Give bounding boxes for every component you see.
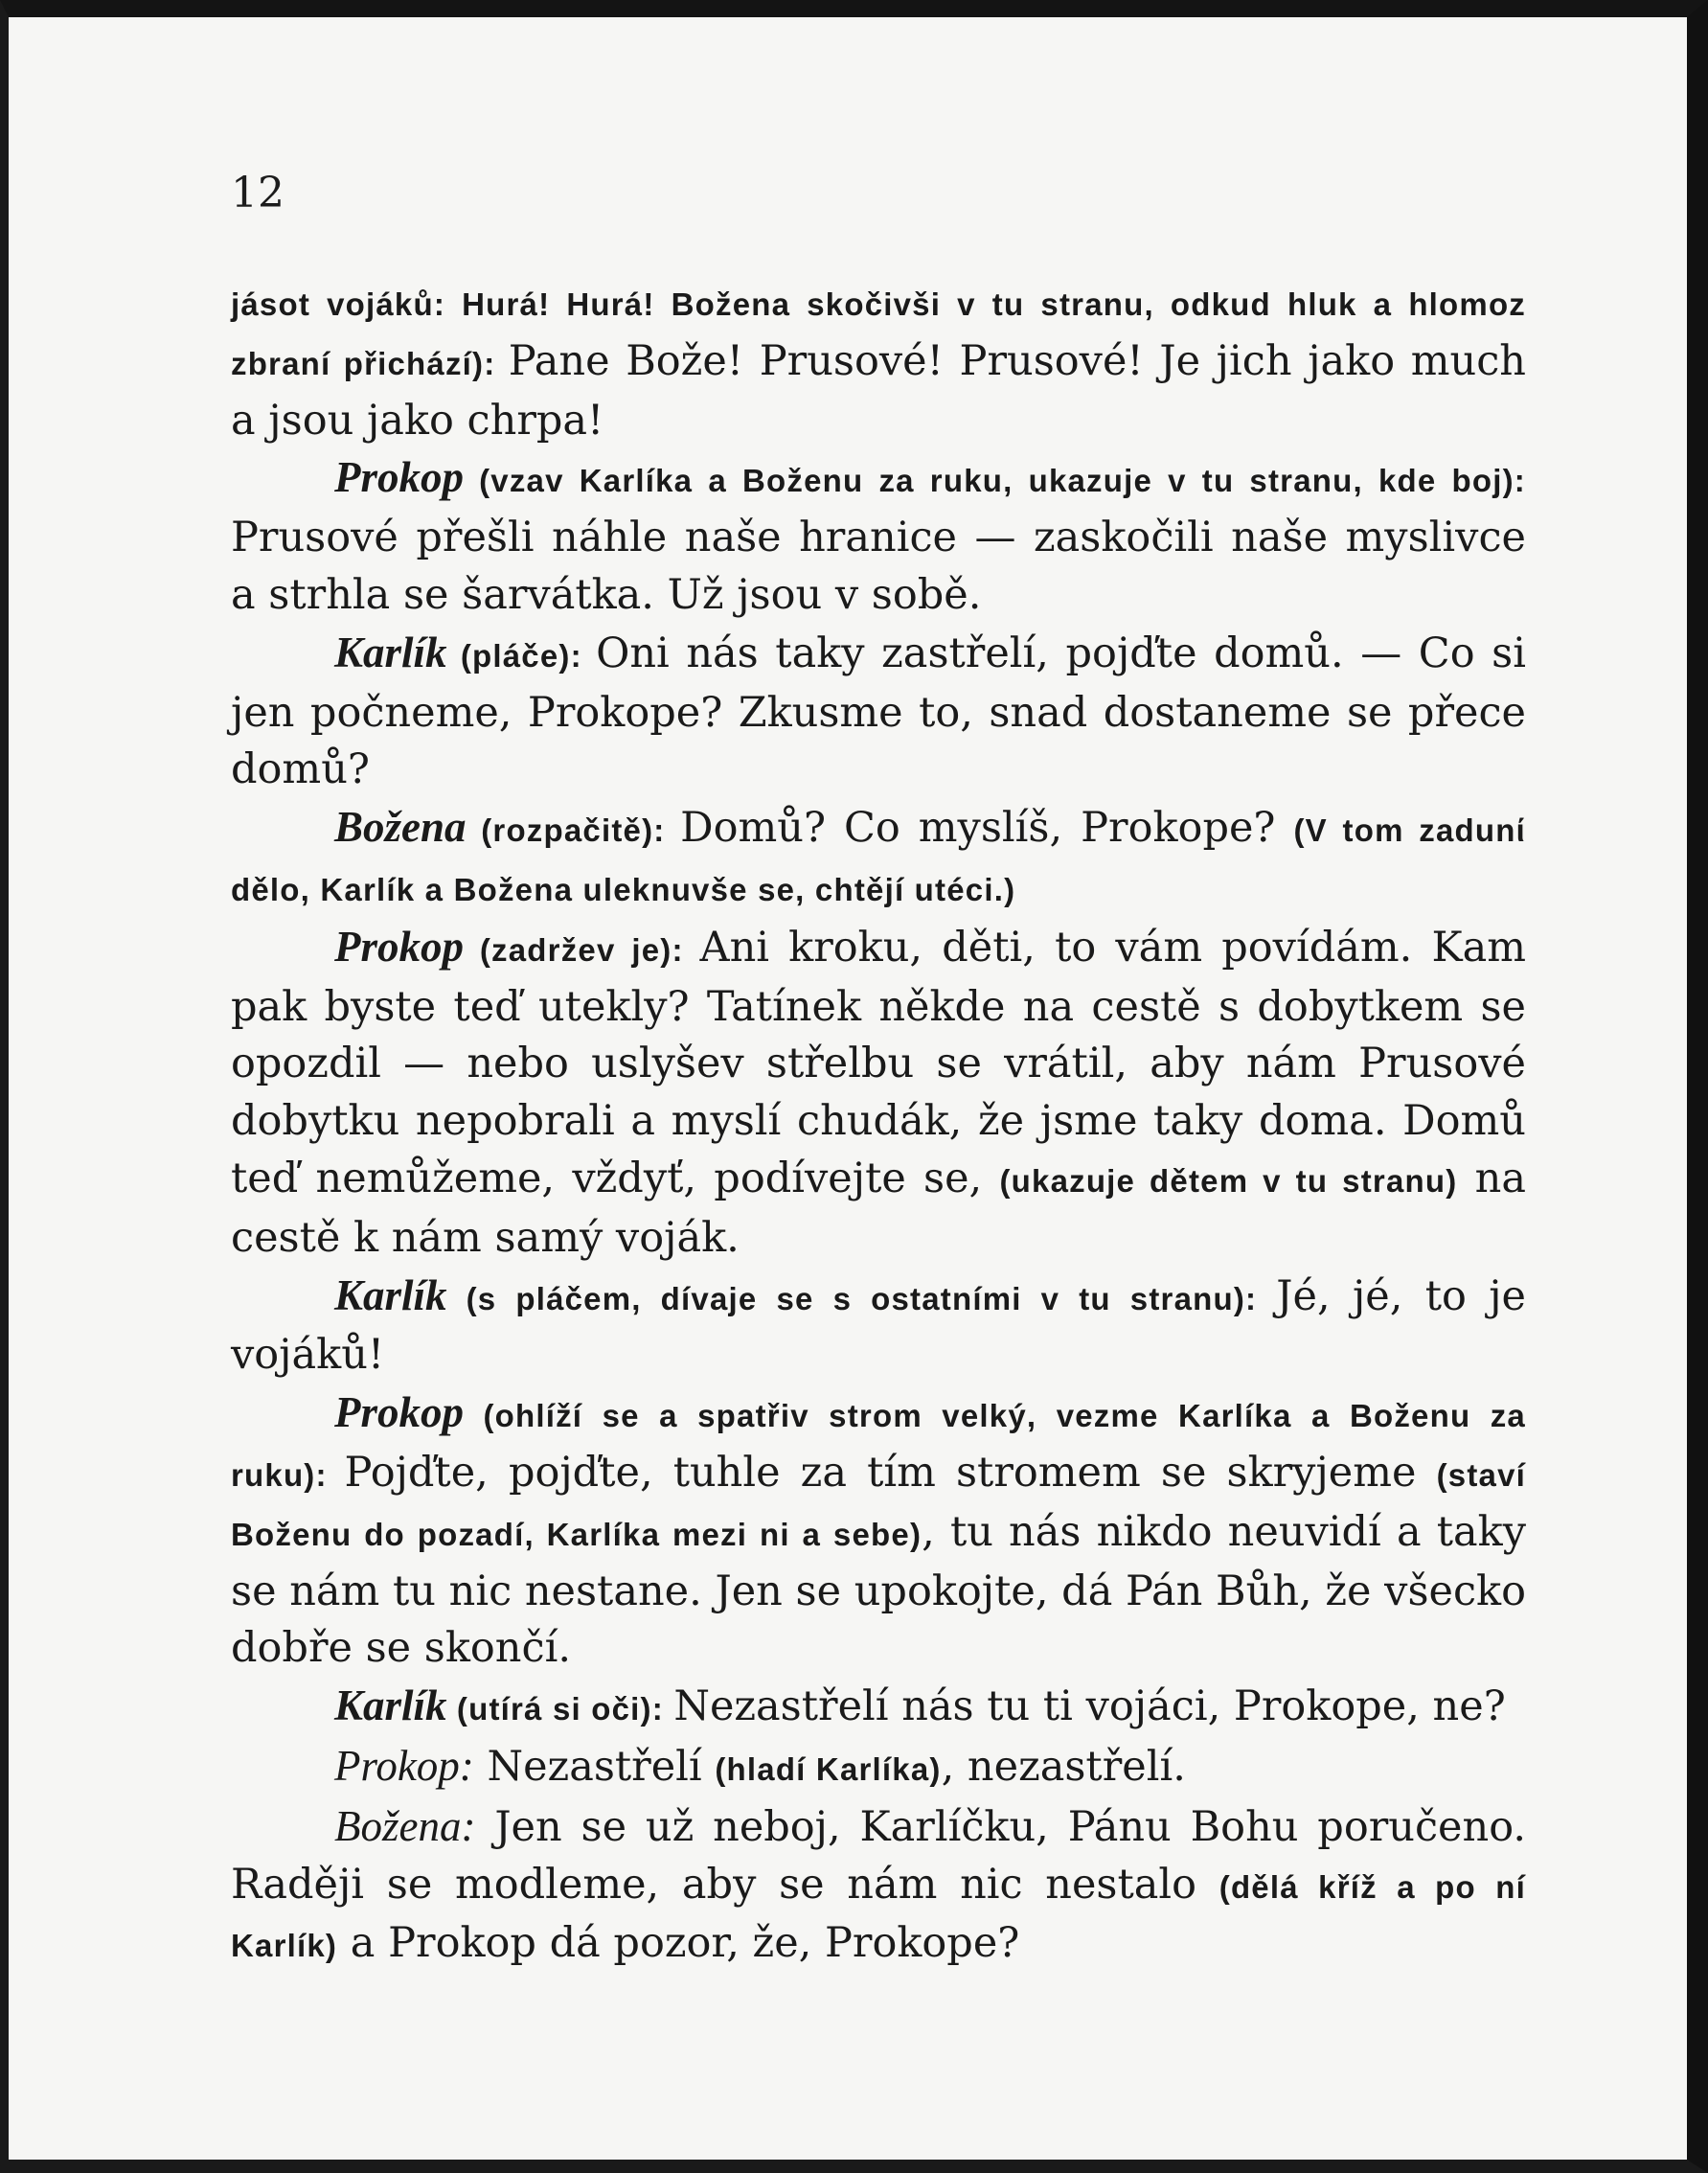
stage-direction: (vzav Karlíka a Boženu za ruku, ukazuje v tu stranu, kde boj): — [464, 463, 1526, 499]
play-text — [231, 274, 1526, 1975]
speaker-name: Prokop: — [334, 1741, 474, 1790]
dialogue-text: a Prokop dá pozor, že, Prokope? — [337, 1919, 1020, 1968]
stage-direction: jásot vojáků: Hurá! Hurá! Božena skočivši v tu stranu, odkud hluk a hlomoz zbraní přichází): — [231, 286, 1526, 381]
stage-direction: (s pláčem, dívaje se s ostatními v tu stranu): — [446, 1280, 1277, 1316]
stage-direction: (dělá kříž a po ní Karlík) — [231, 1868, 1526, 1964]
dialogue-text: Pane Bože! Prusové! Prusové! Je jich jako much a jsou jako chrpa! — [231, 336, 1526, 445]
dialogue-text: Prusové přešli náhle naše hranice — zaskočili naše myslivce a strhla se šarvátka. Už jsou v sobě. — [231, 514, 1526, 619]
speaker-name: Prokop — [334, 453, 464, 502]
speaker-name: Prokop — [334, 922, 464, 971]
speaker-name: Božena — [334, 803, 467, 852]
stage-direction: (ukazuje dětem v tu stranu) — [999, 1162, 1458, 1199]
paragraph — [231, 274, 1526, 449]
page-number: 12 — [231, 169, 285, 217]
dialogue-text: Ani kroku, děti, to vám povídám. Kam pak byste teď utekly? Tatínek někde na cestě s dobytkem se opozdil — nebo uslyšev střelbu se vrátil, aby nám Prusové dobytku nepobrali a myslí chudák, že jsme taky doma. Domů teď nemůžeme, vždyť, podívejte se, — [231, 923, 1526, 1202]
dialogue-text: Nezastřelí — [473, 1742, 716, 1791]
dialogue-text: Pojďte, pojďte, tuhle za tím stromem se skryjeme — [344, 1448, 1437, 1497]
dialogue-text: Jen se už neboj, Karlíčku, Pánu Bohu poručeno. Raději se modleme, aby se nám nic nestalo — [231, 1802, 1526, 1909]
dialogue-text: , tu nás nikdo neuvidí a taky se nám tu nic nestane. Jen se upokojte, dá Pán Bůh, že všecko dobře se skončí. — [231, 1507, 1526, 1673]
speaker-name: Prokop — [334, 1388, 464, 1437]
paragraph — [231, 799, 1526, 919]
paragraph — [231, 1268, 1526, 1385]
paragraph — [231, 1384, 1526, 1678]
dialogue-text: Domů? Co myslíš, Prokope? — [680, 804, 1294, 853]
stage-direction: (pláče): — [446, 637, 597, 674]
paragraph — [231, 625, 1526, 799]
speaker-name: Karlík — [334, 1681, 447, 1730]
paragraph — [231, 919, 1526, 1268]
dialogue-text: Jé, jé, to je vojáků! — [231, 1271, 1526, 1380]
paragraph — [231, 449, 1526, 624]
speaker-name: Karlík — [334, 628, 447, 676]
dialogue-text: Oni nás taky zastřelí, pojďte domů. — Co si jen počneme, Prokope? Zkusme to, snad dostaneme se přece domů? — [231, 629, 1526, 794]
stage-direction: (utírá si oči): — [446, 1691, 674, 1727]
dialogue-text: , nezastřelí. — [941, 1742, 1186, 1791]
paragraph — [231, 1798, 1526, 1975]
stage-direction: (staví Boženu do pozadí, Karlíka mezi ni a sebe) — [231, 1456, 1526, 1552]
stage-direction: (rozpačitě): — [466, 812, 681, 849]
stage-direction: (hladí Karlíka) — [715, 1750, 942, 1787]
speaker-name: Karlík — [334, 1270, 447, 1319]
paragraph — [231, 1678, 1526, 1738]
dialogue-text: na cestě k nám samý voják. — [231, 1154, 1526, 1262]
stage-direction: (zadržev je): — [464, 931, 700, 968]
stage-direction: (ohlíží se a spatřiv strom velký, vezme Karlíka a Boženu za ruku): — [231, 1398, 1526, 1493]
paragraph — [231, 1738, 1526, 1798]
speaker-name: Božena: — [334, 1801, 476, 1850]
stage-direction: (V tom zadunί dělo, Karlík a Božena uleknuvše se, chtějí utéci.) — [231, 812, 1526, 907]
dialogue-text: Nezastřelí nás tu ti vojáci, Prokope, ne? — [673, 1682, 1506, 1731]
